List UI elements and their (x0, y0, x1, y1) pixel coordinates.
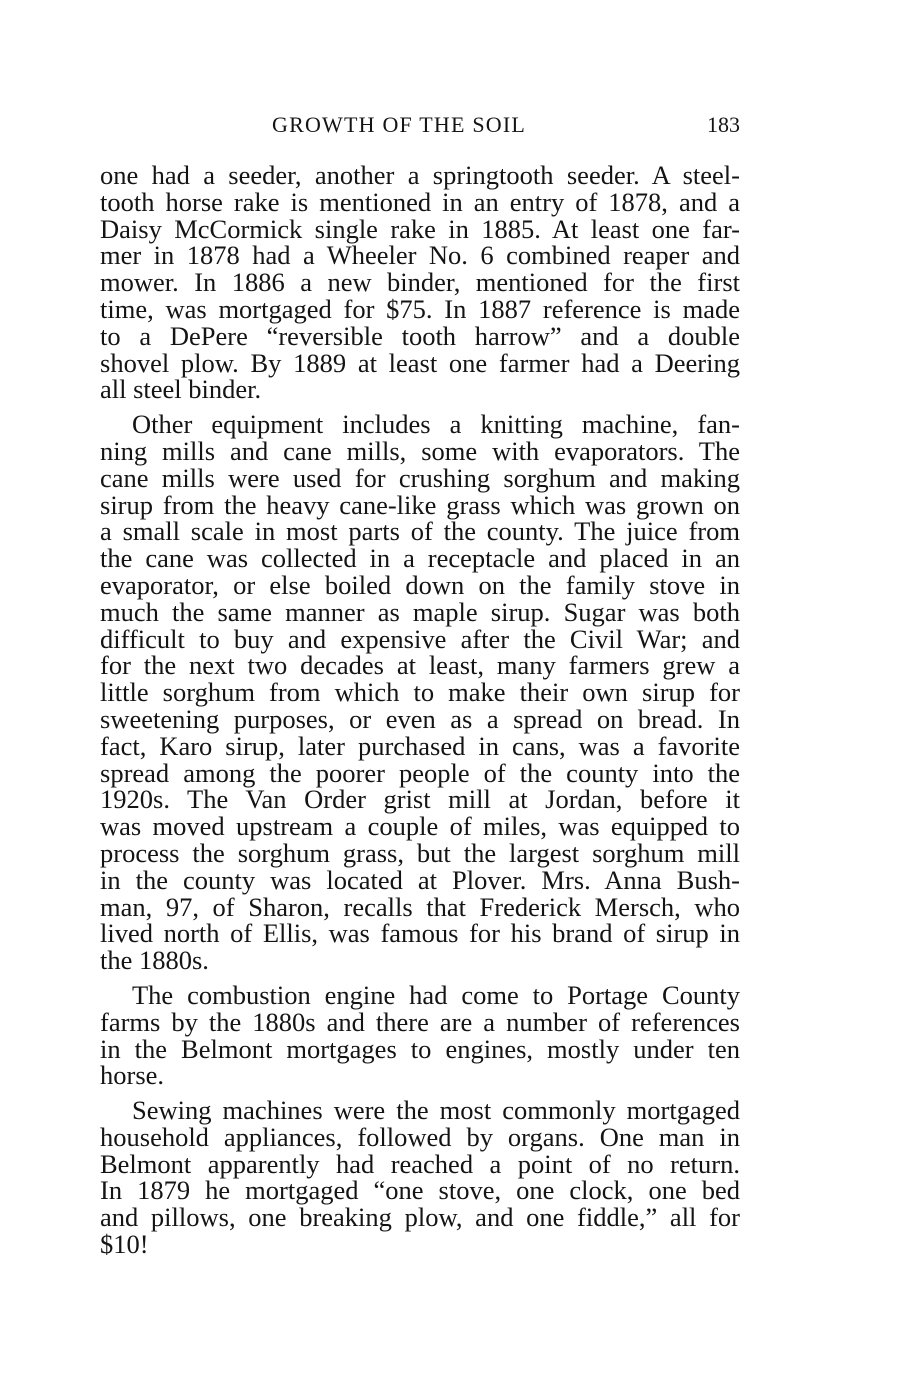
paragraph (100, 162, 740, 403)
text-line: evaporator, or else boiled down on the family stove in (100, 569, 740, 600)
text-line: all steel binder. (100, 374, 262, 405)
text-line: lived north of Ellis, was famous for his brand of sirup in (100, 918, 740, 949)
text-line: Daisy McCormick single rake in 1885. At least one far- (100, 213, 740, 244)
text-line: mower. In 1886 a new binder, mentioned for the first (100, 267, 740, 298)
text-line: ning mills and cane mills, some with evaporators. The (100, 435, 740, 466)
text-line: farms by the 1880s and there are a number of references (100, 1006, 740, 1037)
running-head-title: GROWTH OF THE SOIL (272, 112, 527, 137)
text-line: mer in 1878 had a Wheeler No. 6 combined reaper and (100, 240, 740, 271)
text-line: one had a seeder, another a springtooth seeder. A steel- (100, 160, 740, 190)
text-line: Sewing machines were the most commonly mortgaged (132, 1095, 740, 1126)
text-line: the cane was collected in a receptacle and placed in an (100, 543, 740, 574)
text-line: for the next two decades at least, many farmers grew a (100, 650, 740, 681)
text-line: difficult to buy and expensive after the Civil War; and (100, 623, 740, 654)
paragraph (100, 1097, 740, 1258)
text-line: and pillows, one breaking plow, and one fiddle,” all for (100, 1202, 740, 1233)
text-line: to a DePere “reversible tooth harrow” and a double (100, 320, 740, 351)
text-line: Other equipment includes a knitting machine, fan- (132, 409, 740, 440)
text-line: In 1879 he mortgaged “one stove, one clock, one bed (100, 1175, 740, 1206)
text-line: sweetening purposes, or even as a spread on bread. In (100, 703, 740, 734)
text-line: fact, Karo sirup, later purchased in cans, was a favorite (100, 730, 740, 761)
paragraph (100, 979, 740, 1091)
text-line: process the sorghum grass, but the largest sorghum mill (100, 837, 740, 868)
text-line: household appliances, followed by organs. One man in (100, 1121, 740, 1152)
text-line: shovel plow. By 1889 at least one farmer had a Deering (100, 347, 740, 378)
text-line: spread among the poorer people of the county into the (100, 757, 740, 788)
page-number: 183 (707, 112, 740, 137)
text-line: $10! (100, 1229, 149, 1260)
text-line: time, was mortgaged for $75. In 1887 reference is made (100, 293, 740, 324)
text-line: cane mills were used for crushing sorghum and making (100, 462, 740, 493)
text-line: little sorghum from which to make their own sirup for (100, 677, 740, 708)
text-line: horse. (100, 1060, 165, 1091)
text-line: sirup from the heavy cane-like grass which was grown on (100, 489, 740, 520)
text-line: in the Belmont mortgages to engines, mostly under ten (100, 1033, 740, 1064)
text-line: was moved upstream a couple of miles, was equipped to (100, 811, 740, 842)
text-line: much the same manner as maple sirup. Sugar was both (100, 596, 740, 627)
running-head (100, 112, 740, 142)
text-line: Belmont apparently had reached a point of no return. (100, 1148, 740, 1179)
body-text (100, 162, 740, 1258)
text-line: man, 97, of Sharon, recalls that Frederick Mersch, who (100, 891, 740, 922)
text-line: tooth horse rake is mentioned in an entry of 1878, and a (100, 186, 740, 217)
text-line: a small scale in most parts of the county. The juice from (100, 516, 740, 547)
paragraph (100, 411, 740, 974)
text-line: The combustion engine had come to Portage County (132, 979, 740, 1010)
text-line: 1920s. The Van Order grist mill at Jordan, before it (100, 784, 740, 815)
text-line: the 1880s. (100, 945, 209, 976)
text-line: in the county was located at Plover. Mrs. Anna Bush- (100, 864, 740, 895)
